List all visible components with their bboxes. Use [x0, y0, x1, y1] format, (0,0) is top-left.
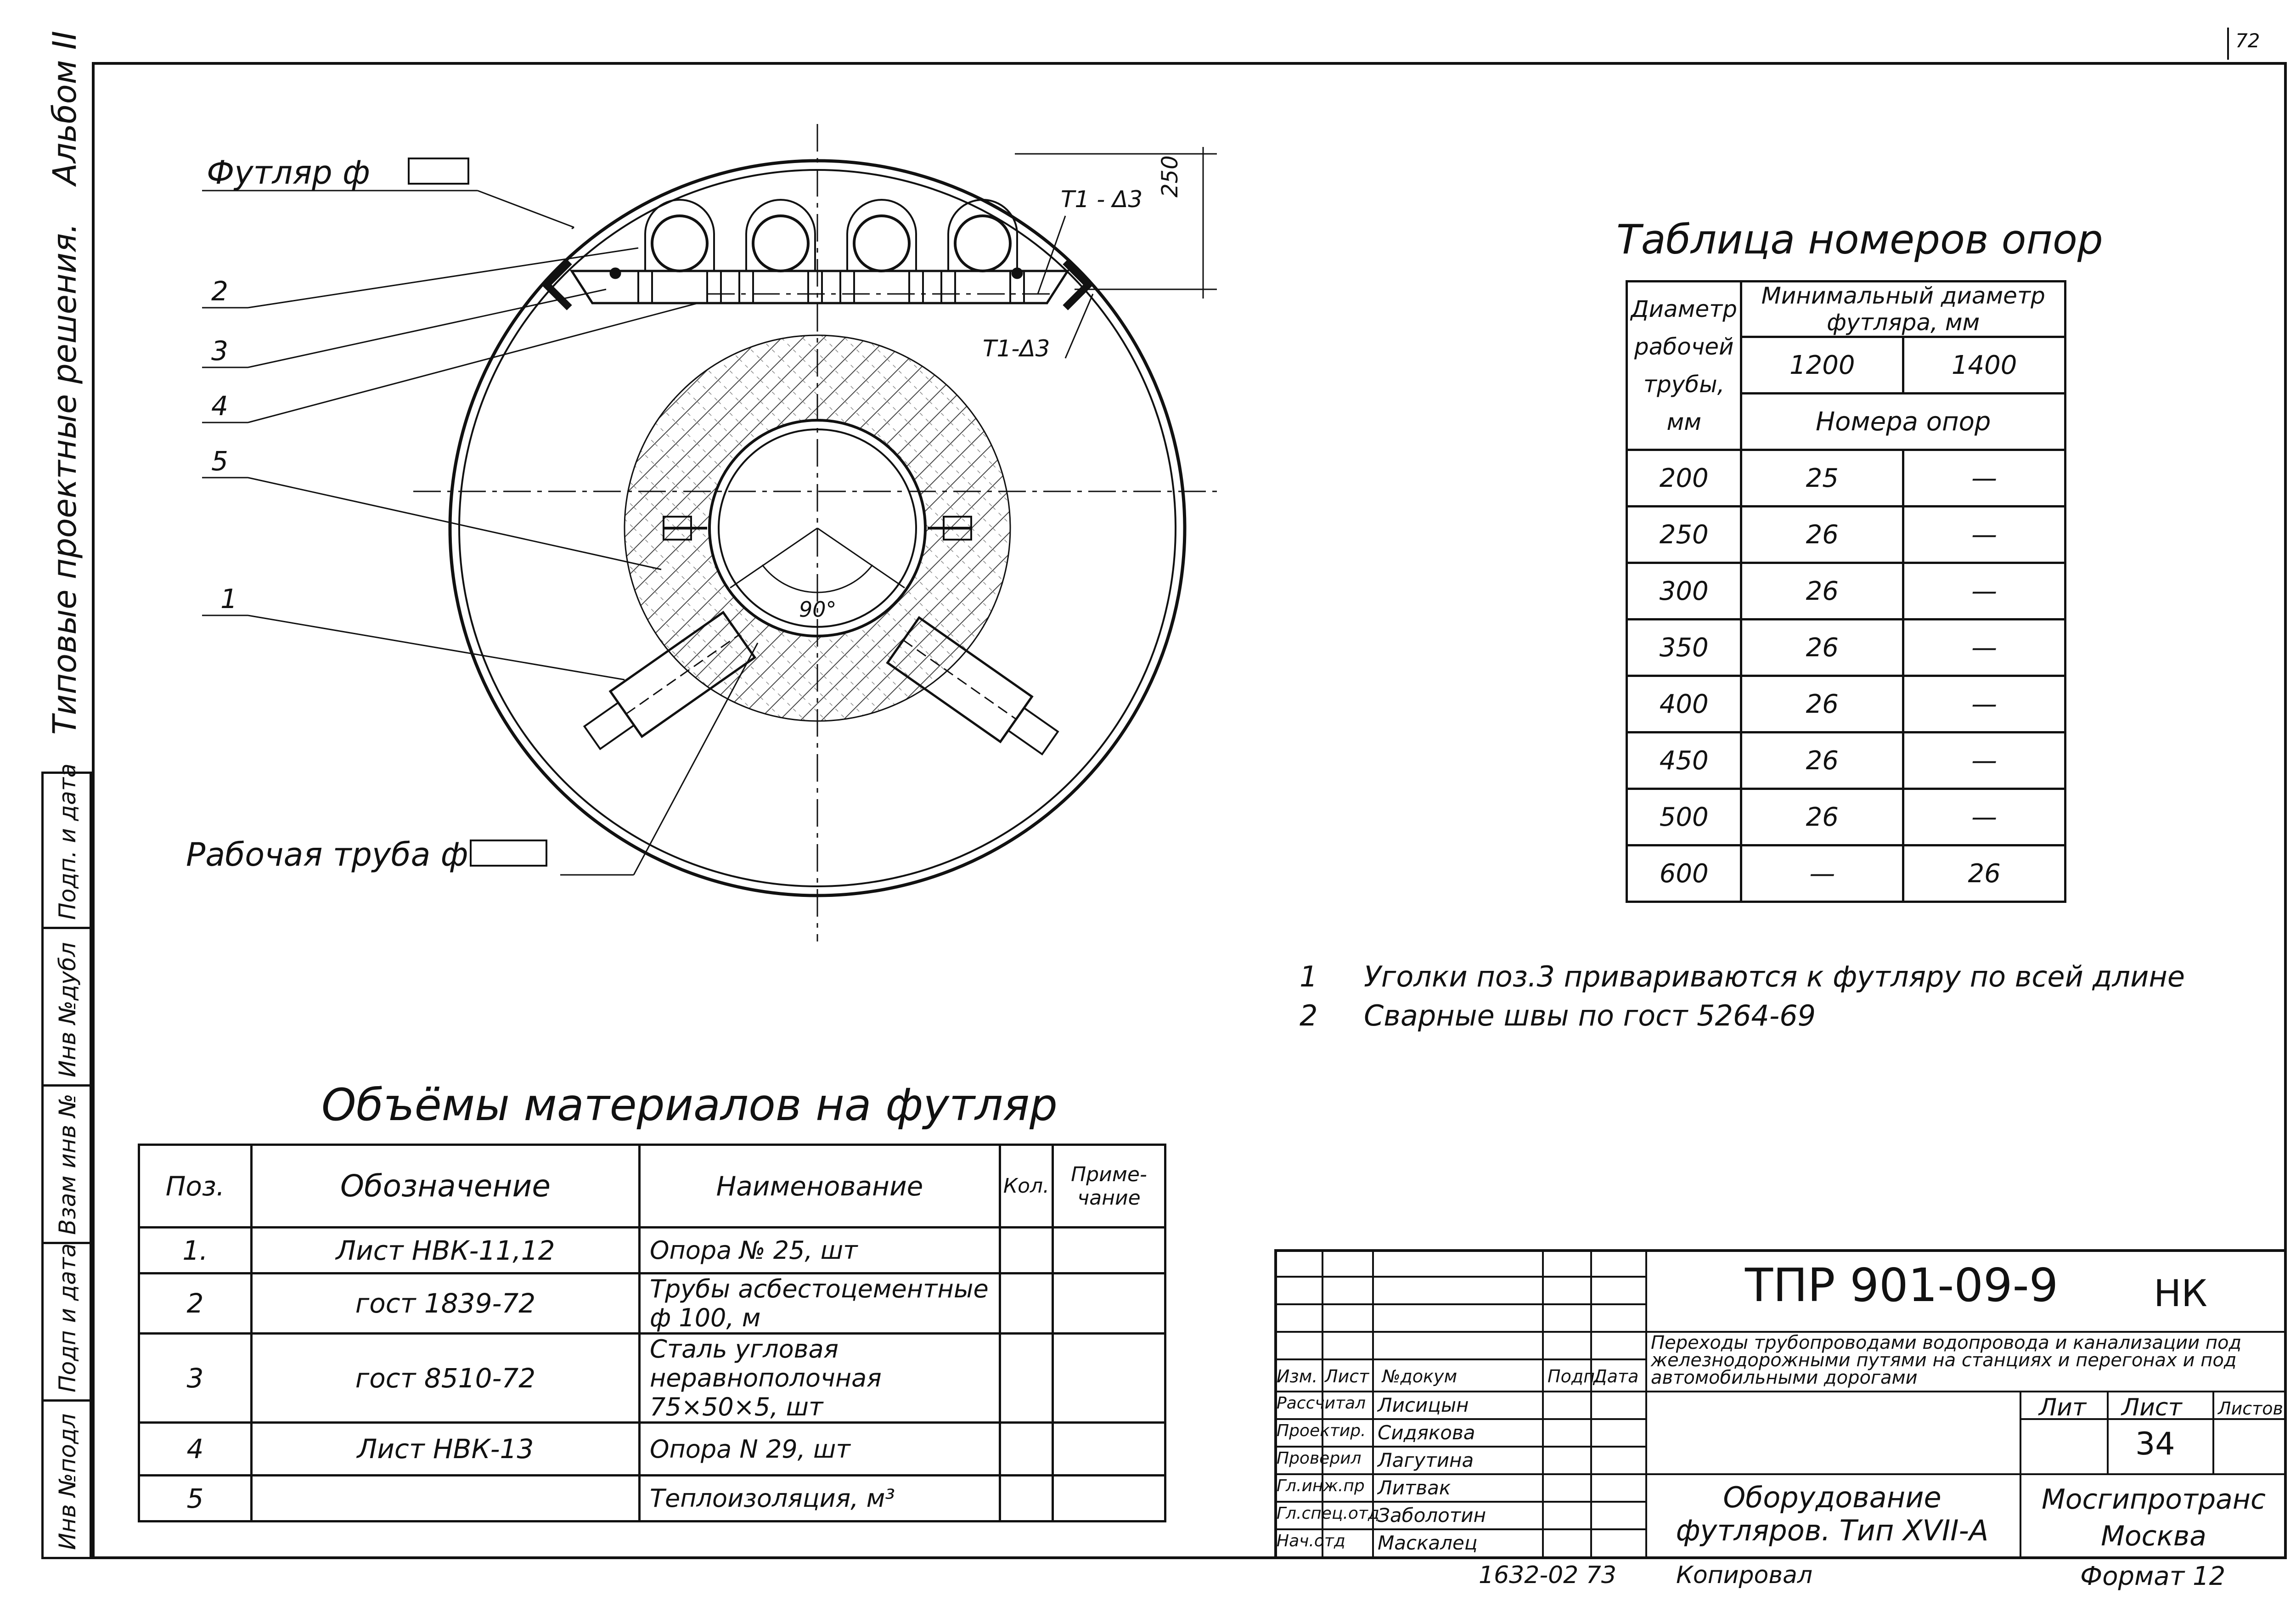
pos-label-4: 4: [211, 390, 228, 422]
supports-cell: 400: [1627, 676, 1741, 733]
supports-cell: 200: [1627, 450, 1741, 507]
supports-head-diameter: Диаметр рабочей трубы, мм: [1627, 282, 1741, 450]
pipe-label: Рабочая труба ф: [186, 836, 468, 873]
materials-cell: 4: [139, 1423, 252, 1476]
materials-table-title: Объёмы материалов на футляр: [321, 1079, 1058, 1131]
pos-label-2: 2: [211, 276, 228, 307]
supports-cell: —: [1903, 620, 2065, 676]
side-album: Альбом II: [46, 31, 84, 186]
materials-cell: Теплоизоляция, м³: [640, 1476, 1000, 1521]
note-2-text: Сварные швы по гост 5264-69: [1364, 999, 1816, 1032]
supports-cell: 25: [1741, 450, 1903, 507]
side-cell-label: Взам инв №: [54, 1093, 81, 1235]
footer-format: Формат 12: [2080, 1561, 2226, 1591]
case-label: Футляр ф: [207, 154, 370, 192]
tb-organization: Мосгипротранс Москва: [2041, 1483, 2266, 1552]
sheet-corner-number: 72: [2235, 29, 2260, 52]
supports-cell: 26: [1903, 845, 2065, 902]
supports-head-1200: 1200: [1741, 337, 1903, 394]
materials-cell: 5: [139, 1476, 252, 1521]
doc-subject: Переходы трубопроводами водопровода и канализации под железнодорожными путями на станциях и перегонах и под автомобильными дорогами: [1651, 1332, 2242, 1388]
side-cell-label: Инв №дубл: [54, 942, 81, 1077]
materials-cell: 3: [139, 1334, 252, 1423]
supports-cell: 26: [1741, 563, 1903, 620]
tb-role: Рассчитал: [1277, 1394, 1366, 1413]
supports-cell: —: [1903, 676, 2065, 733]
supports-head-1400: 1400: [1903, 337, 2065, 394]
tb-head-sheet: Лист: [1325, 1366, 1369, 1386]
side-cell-label: Подп и дата: [54, 1243, 81, 1392]
tb-person: Сидякова: [1378, 1421, 1475, 1444]
tb-head-sign: Подп.: [1548, 1366, 1601, 1386]
weld-label-bottom: Т1-Δ3: [983, 335, 1050, 362]
side-cell-label: Инв №подл: [54, 1413, 81, 1550]
supports-cell: —: [1903, 563, 2065, 620]
side-cell-label: Подп. и дата: [54, 763, 81, 920]
materials-cell: 2: [139, 1274, 252, 1334]
materials-head-qty: Кол.: [1000, 1145, 1053, 1228]
materials-cell: Трубы асбестоцементные ф 100, м: [640, 1274, 1000, 1334]
doc-code: ТПР 901-09-9: [1745, 1258, 2059, 1312]
tb-role: Гл.инж.пр: [1277, 1476, 1365, 1495]
tb-role: Проектир.: [1277, 1421, 1366, 1440]
supports-cell: 26: [1741, 676, 1903, 733]
tb-head-change: Изм.: [1277, 1366, 1318, 1386]
supports-head-group: Минимальный диаметр футляра, мм: [1741, 282, 2065, 337]
pos-label-5: 5: [211, 445, 228, 477]
tb-list-label: Лист: [2122, 1394, 2182, 1421]
supports-cell: 26: [1741, 507, 1903, 563]
materials-cell: Сталь угловая неравнополочная 75×50×5, шт: [640, 1334, 1000, 1423]
supports-cell: 350: [1627, 620, 1741, 676]
supports-cell: —: [1741, 845, 1903, 902]
tb-role: Нач.отд: [1277, 1532, 1345, 1550]
tb-head-docnum: №докум: [1382, 1366, 1458, 1386]
materials-cell: гост 8510-72: [252, 1334, 640, 1423]
supports-cell: 250: [1627, 507, 1741, 563]
materials-head-designation: Обозначение: [252, 1145, 640, 1228]
materials-cell: Лист НВК-11,12: [252, 1228, 640, 1274]
supports-cell: —: [1903, 507, 2065, 563]
materials-head-note: Приме-чание: [1053, 1145, 1165, 1228]
supports-cell: 300: [1627, 563, 1741, 620]
supports-cell: 450: [1627, 733, 1741, 789]
dimension-250: 250: [1157, 155, 1183, 197]
footer-number: 1632-02 73: [1479, 1561, 1616, 1589]
weld-label-top: Т1 - Δ3: [1061, 186, 1143, 213]
footer-copied: Копировал: [1676, 1561, 1813, 1589]
materials-cell: Лист НВК-13: [252, 1423, 640, 1476]
tb-person: Лагутина: [1378, 1449, 1474, 1471]
supports-cell: —: [1903, 733, 2065, 789]
tb-sheet-number: 34: [2135, 1426, 2175, 1462]
doc-mark: НК: [2154, 1272, 2207, 1315]
note-1-text: Уголки поз.3 привариваются к футляру по всей длине: [1364, 960, 2185, 993]
tb-listov-label: Листов: [2218, 1398, 2283, 1419]
materials-cell: 1.: [139, 1228, 252, 1274]
materials-head-name: Наименование: [640, 1145, 1000, 1228]
note-2-number: 2: [1300, 999, 1318, 1032]
supports-cell: 600: [1627, 845, 1741, 902]
supports-cell: 26: [1741, 620, 1903, 676]
angle-label: 90°: [799, 597, 837, 622]
tb-person: Литвак: [1378, 1476, 1451, 1499]
tb-person: Заболотин: [1378, 1504, 1486, 1527]
supports-cell: 500: [1627, 789, 1741, 845]
tb-drawing-name: Оборудование футляров. Тип XVII-А: [1676, 1481, 1989, 1547]
supports-table-title: Таблица номеров опор: [1616, 216, 2103, 263]
pos-label-1: 1: [220, 583, 237, 614]
tb-person: Маскалец: [1378, 1532, 1478, 1554]
supports-cell: —: [1903, 789, 2065, 845]
supports-cell: 26: [1741, 789, 1903, 845]
tb-lit-label: Лит: [2039, 1394, 2087, 1421]
tb-person: Лисицын: [1378, 1394, 1469, 1416]
tb-role: Гл.спец.отд: [1277, 1504, 1379, 1523]
supports-cell: —: [1903, 450, 2065, 507]
note-1-number: 1: [1300, 960, 1318, 993]
tb-head-date: Дата: [1593, 1366, 1639, 1386]
supports-head-numbers: Номера опор: [1741, 394, 2065, 450]
side-series: Типовые проектные решения.: [46, 223, 84, 735]
materials-cell: Опора № 25, шт: [640, 1228, 1000, 1274]
materials-cell: гост 1839-72: [252, 1274, 640, 1334]
pos-label-3: 3: [211, 335, 228, 366]
materials-head-pos: Поз.: [139, 1145, 252, 1228]
materials-cell: Опора N 29, шт: [640, 1423, 1000, 1476]
supports-cell: 26: [1741, 733, 1903, 789]
tb-role: Проверил: [1277, 1449, 1362, 1468]
